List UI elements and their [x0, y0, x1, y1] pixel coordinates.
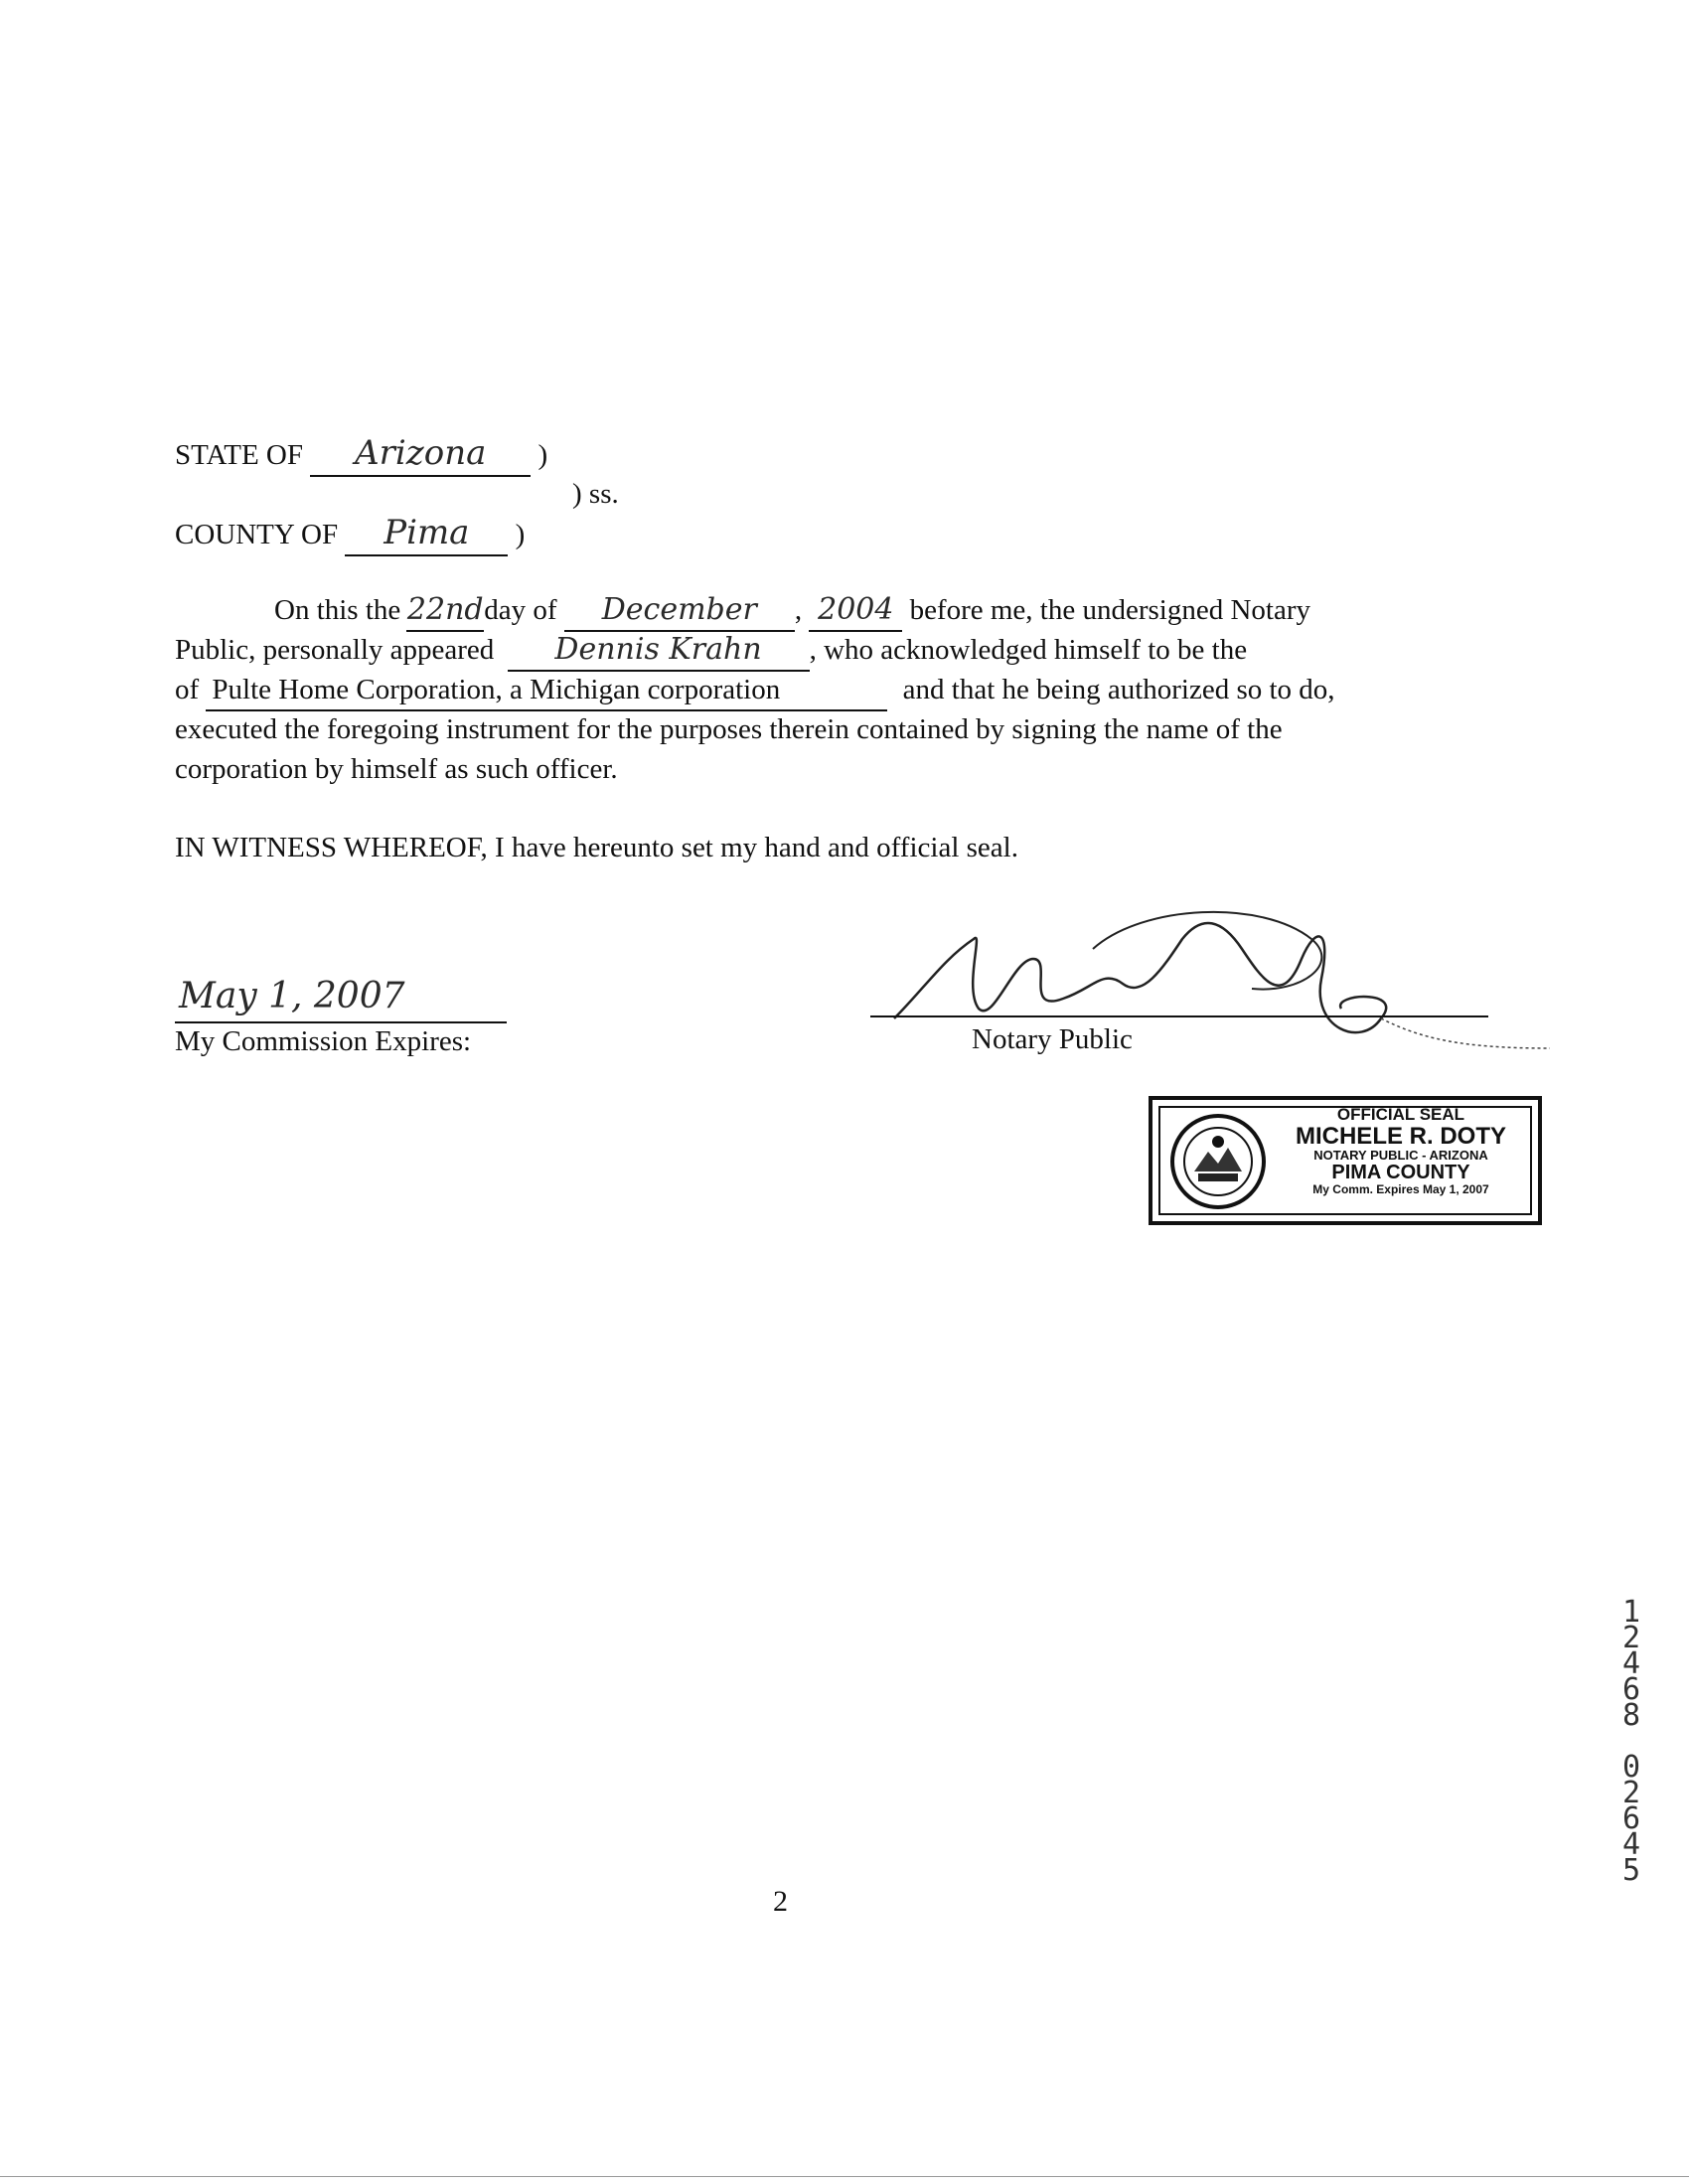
recording-digit: 4 [1621, 1646, 1641, 1681]
person-field [508, 630, 810, 672]
county-paren: ) [515, 519, 526, 550]
page-number: 2 [773, 1885, 788, 1918]
day-field [406, 590, 484, 632]
notary-label: Notary Public [972, 1023, 1133, 1055]
arizona-state-seal-icon [1168, 1112, 1268, 1211]
witness-text: IN WITNESS WHEREOF, I have hereunto set my hand and official seal. [175, 832, 1018, 863]
month-field [564, 590, 795, 632]
notary-signature-line [870, 1015, 1488, 1017]
company-value: Pulte Home Corporation, a Michigan corporation [212, 674, 781, 705]
year-value: 2004 [818, 592, 894, 627]
ack-line-4: executed the foregoing instrument for the purposes therein contained by signing the name of the [175, 713, 1283, 745]
ack-line-5: corporation by himself as such officer. [175, 753, 618, 785]
recording-digit: 1 [1621, 1595, 1641, 1630]
state-line [175, 433, 547, 477]
commission-label: My Commission Expires: [175, 1025, 472, 1057]
acknowledged-text: , who acknowledged himself to be the [809, 634, 1248, 666]
company-field [206, 670, 887, 711]
ack-line-3 [175, 670, 1335, 711]
recording-digit: 6 [1621, 1801, 1641, 1836]
seal-county: PIMA COUNTY [1331, 1161, 1470, 1183]
state-field [310, 433, 531, 477]
ack-line-2 [175, 630, 1247, 672]
of-text: of [175, 674, 200, 705]
seal-expires: My Comm. Expires May 1, 2007 [1312, 1181, 1489, 1196]
seal-name: MICHELE R. DOTY [1295, 1122, 1506, 1150]
ss-label: ) ss. [572, 478, 619, 510]
recording-digit: 2 [1621, 1776, 1641, 1810]
day-of-text: day of [484, 594, 557, 626]
county-value: Pima [384, 513, 470, 552]
notary-signature-drawing [864, 899, 1560, 1073]
recording-digit: 2 [1621, 1621, 1641, 1655]
recording-digit: 8 [1621, 1698, 1641, 1733]
authorized-text: and that he being authorized so to do, [902, 674, 1335, 705]
scan-edge-line [0, 2176, 1689, 2177]
on-this-the-text: On this the [274, 594, 401, 626]
seal-text-block [1272, 1106, 1530, 1195]
recording-digit: 0 [1621, 1750, 1641, 1785]
county-field [345, 513, 508, 556]
recording-digit: 6 [1621, 1672, 1641, 1707]
person-value: Dennis Krahn [554, 632, 762, 667]
state-paren: ) [537, 439, 548, 471]
ack-line-1 [274, 590, 1310, 632]
state-label: STATE OF [175, 439, 303, 471]
county-label: COUNTY OF [175, 519, 339, 550]
official-seal-stamp [1149, 1096, 1542, 1225]
county-line [175, 513, 525, 556]
public-appeared-text: Public, personally appeared [175, 634, 495, 666]
recording-number [1616, 1595, 1646, 1888]
commission-date-value: May 1, 2007 [179, 976, 405, 1016]
comma-text: , [794, 594, 803, 626]
recording-digit: 4 [1621, 1827, 1641, 1862]
recording-digit: 5 [1621, 1853, 1641, 1888]
seal-role: NOTARY PUBLIC - ARIZONA [1313, 1148, 1488, 1164]
month-value: December [601, 592, 757, 627]
seal-title: OFFICIAL SEAL [1336, 1105, 1465, 1124]
before-me-text: before me, the undersigned Notary [909, 594, 1310, 626]
year-field [809, 590, 902, 632]
state-value: Arizona [355, 433, 487, 473]
notary-signature-text [964, 939, 1238, 979]
day-value: 22nd [406, 592, 484, 627]
